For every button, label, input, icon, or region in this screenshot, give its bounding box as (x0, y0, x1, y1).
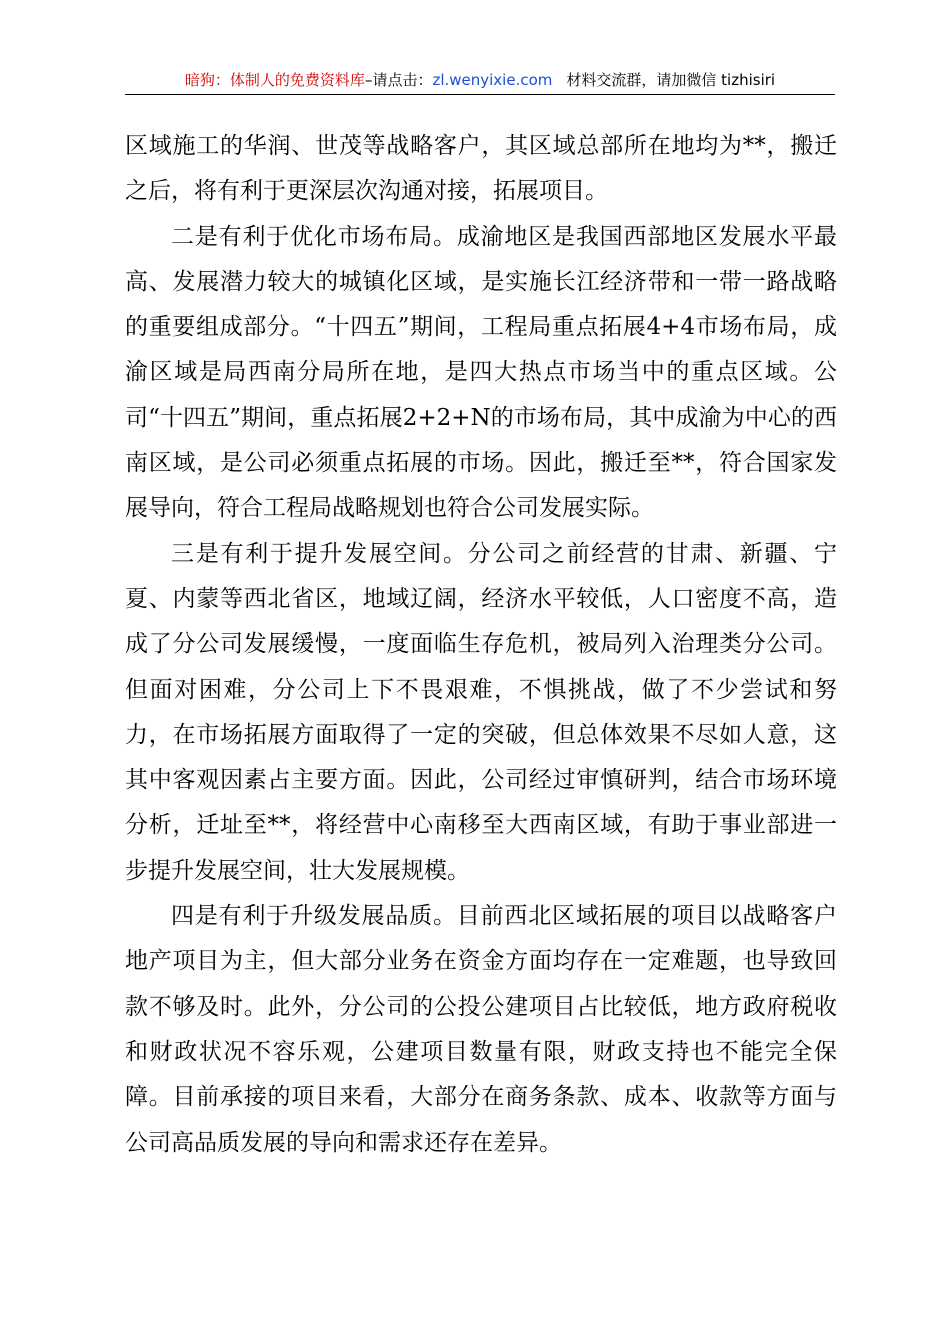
paragraph-development-space: 三是有利于提升发展空间。分公司之前经营的甘肃、新疆、宁夏、内蒙等西北省区，地域辽阔，经济水平较低，人口密度不高，造成了分公司发展缓慢，一度面临生存危机，被局列入治理类分公司。但面对困难，分公司上下不畏艰难，不惧挑战，做了不少尝试和努力，在市场拓展方面取得了一定的突破，但总体效果不尽如人意，这其中客观因素占主要方面。因此，公司经过审慎研判，结合市场环境分析，迁址至**，将经营中心南移至大西南区域，有助于事业部进一步提升发展空间，壮大发展规模。 (125, 540, 837, 884)
header-click-prompt: –请点击： (364, 71, 433, 89)
header-group-note: 材料交流群，请加微信 tizhisiri (566, 71, 776, 89)
paragraph-development-quality: 四是有利于升级发展品质。目前西北区域拓展的项目以战略客户地产项目为主，但大部分业务在资金方面均存在一定难题，也导致回款不够及时。此外，分公司的公投公建项目占比较低，地方政府税收和财政状况不容乐观，公建项目数量有限，财政支持也不能完全保障。目前承接的项目来看，大部分在商务条款、成本、收款等方面与公司高品质发展的导向和需求还存在差异。 (125, 903, 837, 1156)
page-header (125, 66, 835, 95)
header-brand: 暗狗：体制人的免费资料库 (184, 71, 365, 89)
paragraph-continuation: 区域施工的华润、世茂等战略客户，其区域总部所在地均为**，搬迁之后，将有利于更深层次沟通对接，拓展项目。 (125, 133, 837, 205)
document-body (125, 124, 837, 1166)
header-url-link[interactable]: zl.wenyixie.com (432, 71, 553, 89)
paragraph-market-layout: 二是有利于优化市场布局。成渝地区是我国西部地区发展水平最高、发展潜力较大的城镇化区域，是实施长江经济带和一带一路战略的重要组成部分。“十四五”期间，工程局重点拓展4+4市场布局，成渝区域是局西南分局所在地，是四大热点市场当中的重点区域。公司“十四五”期间，重点拓展2+2+N的市场布局，其中成渝为中心的西南区域，是公司必须重点拓展的市场。因此，搬迁至**，符合国家发展导向，符合工程局战略规划也符合公司发展实际。 (125, 223, 837, 522)
